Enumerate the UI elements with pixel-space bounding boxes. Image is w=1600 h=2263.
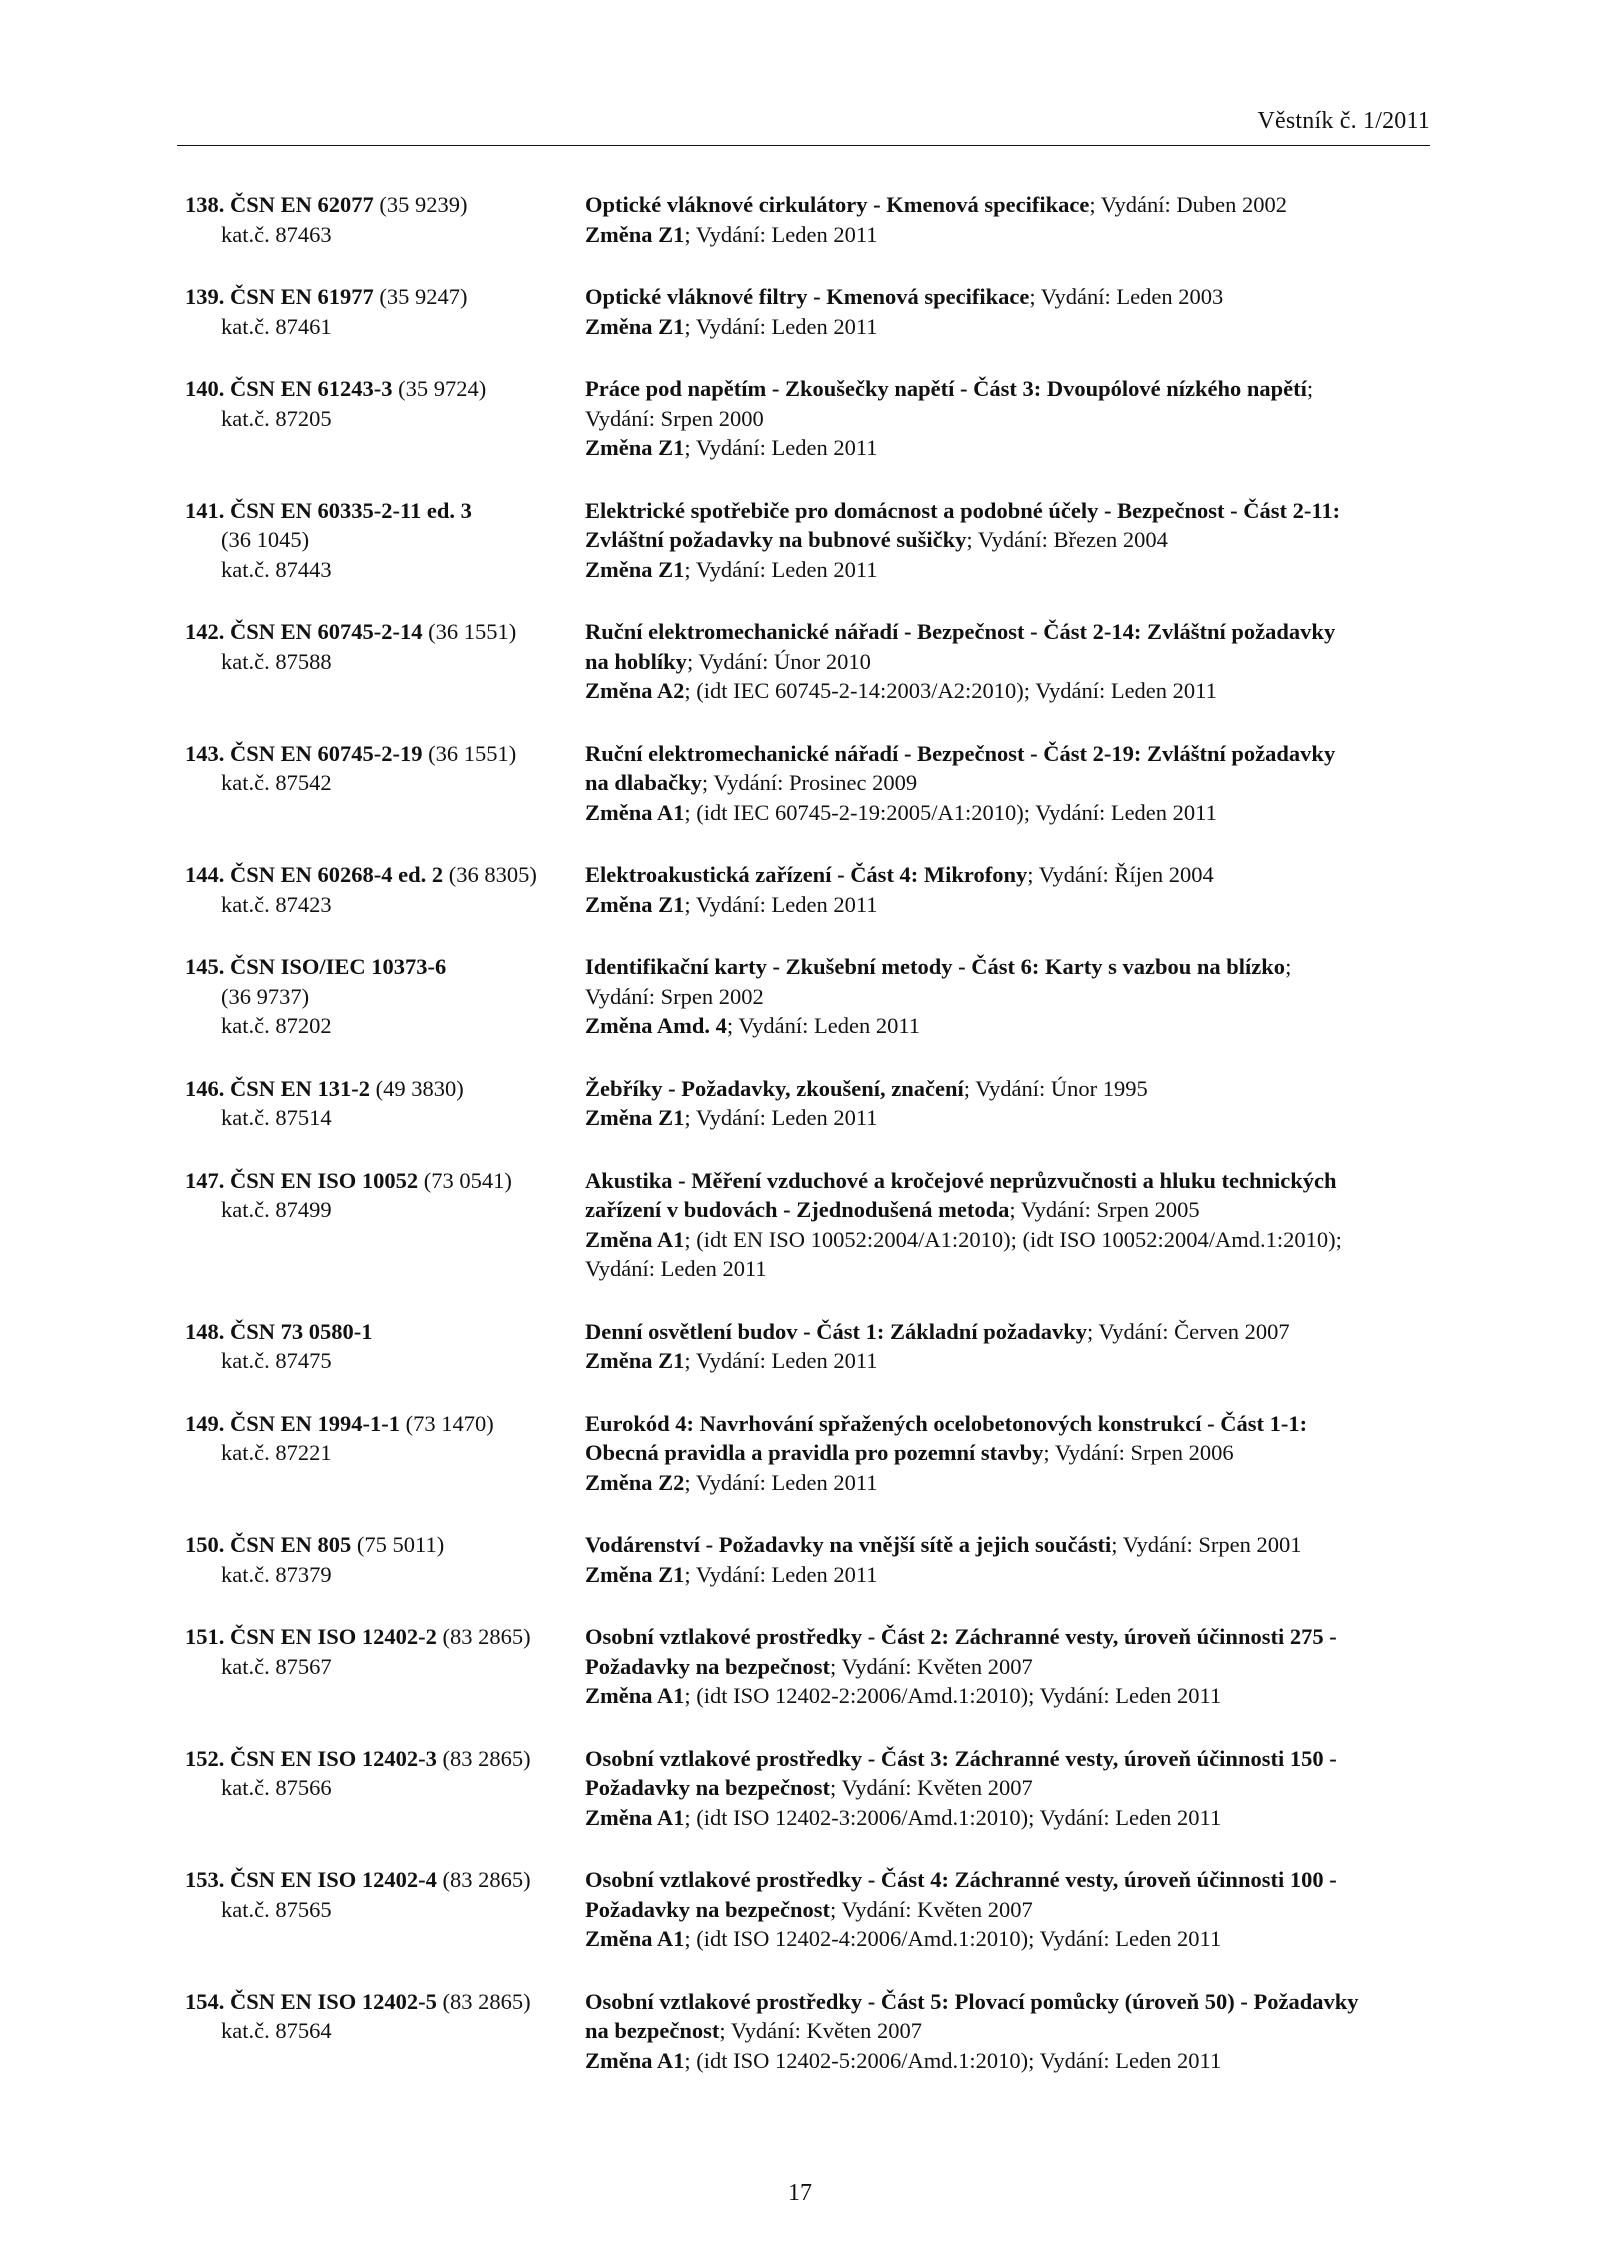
text: Vydání: Srpen 2002 [585, 983, 764, 1009]
text: kat.č. 87566 [221, 1775, 332, 1800]
text: ; Vydání: Prosinec 2009 [701, 770, 918, 795]
bold-text: 147. ČSN EN ISO 10052 [185, 1167, 419, 1193]
text: (73 1470) [400, 1410, 494, 1436]
standard-entry [185, 190, 1435, 249]
bold-text: 144. ČSN EN 60268-4 ed. 2 [185, 862, 444, 887]
standard-designation [185, 1865, 585, 1954]
bold-text: Identifikační karty - Zkušební metody - Část 6: Karty s vazbou na blízko [585, 954, 1286, 979]
page-number: 17 [788, 2180, 812, 2206]
standard-description [585, 1530, 1435, 1589]
standard-description [585, 1865, 1435, 1954]
text: (75 5011) [351, 1532, 445, 1557]
bold-text: na bezpečnost [585, 2018, 720, 2043]
text: (36 1551) [422, 619, 517, 644]
text-line [585, 1681, 1435, 1711]
text-line [185, 282, 585, 312]
text: ; Vydání: Únor 2010 [686, 648, 871, 674]
bold-text: Změna Amd. 4 [585, 1013, 727, 1038]
text-line [585, 1652, 1435, 1682]
bold-text: Akustika - Měření vzduchové a kročejové neprůzvučnosti a hluku technických [585, 1167, 1337, 1193]
text-line [585, 768, 1435, 798]
text-line [585, 1225, 1435, 1255]
standard-description [585, 1622, 1435, 1711]
text: kat.č. 87564 [221, 2018, 332, 2043]
text-line [185, 739, 585, 769]
text-line [585, 1622, 1435, 1652]
text: ; Vydání: Leden 2011 [684, 1469, 878, 1495]
bold-text: Změna Z1 [585, 313, 685, 339]
standard-designation [185, 1317, 585, 1376]
bold-text: 154. ČSN EN ISO 12402-5 [185, 1988, 437, 2014]
text: ; [1306, 376, 1314, 401]
standard-entry [185, 1317, 1435, 1376]
text: Vydání: Srpen 2000 [585, 405, 764, 431]
text: kat.č. 87221 [221, 1440, 332, 1465]
text-line [185, 1865, 585, 1895]
text: (83 2865) [436, 1745, 531, 1771]
bold-text: na hoblíky [585, 648, 687, 674]
text-line [185, 190, 585, 220]
text: kat.č. 87461 [221, 313, 332, 339]
standard-entry [185, 1166, 1435, 1284]
standard-entry [185, 1409, 1435, 1498]
text: ; Vydání: Květen 2007 [830, 1896, 1033, 1922]
bold-text: 143. ČSN EN 60745-2-19 [185, 740, 423, 766]
text-line [185, 1195, 585, 1225]
text-line [585, 1103, 1435, 1133]
text-line [585, 1409, 1435, 1439]
standard-description [585, 1987, 1435, 2076]
standard-designation [185, 496, 585, 585]
bold-text: 140. ČSN EN 61243-3 [185, 376, 393, 401]
text-line [585, 555, 1435, 585]
text: kat.č. 87499 [221, 1197, 332, 1222]
standard-description [585, 952, 1435, 1041]
bold-text: 153. ČSN EN ISO 12402-4 [185, 1867, 437, 1892]
standard-description [585, 1744, 1435, 1833]
standard-entry [185, 617, 1435, 706]
standard-description [585, 282, 1435, 341]
standard-entry [185, 739, 1435, 828]
bold-text: Změna Z1 [585, 435, 685, 460]
text-line [585, 1865, 1435, 1895]
text-line [185, 374, 585, 404]
text-line [585, 647, 1435, 677]
bold-text: Změna Z1 [585, 556, 685, 582]
text: ; Vydání: Leden 2011 [684, 1105, 878, 1130]
text-line [185, 312, 585, 342]
text-line [585, 282, 1435, 312]
standard-entry [185, 1987, 1435, 2076]
bold-text: 138. ČSN EN 62077 [185, 192, 374, 217]
bold-text: Elektroakustická zařízení - Část 4: Mikrofony [585, 862, 1028, 887]
text-line [585, 1987, 1435, 2017]
text-line [185, 1744, 585, 1774]
standard-designation [185, 1409, 585, 1498]
standard-description [585, 1317, 1435, 1376]
bold-text: 146. ČSN EN 131-2 [185, 1075, 371, 1101]
bold-text: Změna A1 [585, 799, 685, 825]
standard-designation [185, 282, 585, 341]
text-line [585, 1074, 1435, 1104]
text-line [585, 1254, 1435, 1284]
bold-text: Změna A2 [585, 678, 685, 703]
standards-list [185, 190, 1435, 2108]
bold-text: Změna Z1 [585, 891, 685, 917]
standard-designation [185, 1530, 585, 1589]
text: ; Vydání: Květen 2007 [830, 1653, 1033, 1679]
text-line [585, 1195, 1435, 1225]
text: kat.č. 87379 [221, 1561, 332, 1587]
standard-description [585, 190, 1435, 249]
standard-entry [185, 860, 1435, 919]
bold-text: Požadavky na bezpečnost [585, 1653, 831, 1679]
bold-text: Změna Z1 [585, 1348, 685, 1373]
bold-text: 148. ČSN 73 0580-1 [185, 1318, 373, 1344]
text: (49 3830) [370, 1075, 464, 1101]
text: ; (idt IEC 60745-2-14:2003/A2:2010); Vydání: Leden 2011 [684, 678, 1217, 703]
standard-description [585, 1409, 1435, 1498]
text-line [185, 1773, 585, 1803]
text: kat.č. 87423 [221, 891, 332, 917]
text: kat.č. 87202 [221, 1013, 332, 1038]
standard-designation [185, 1622, 585, 1711]
text: ; Vydání: Březen 2004 [966, 527, 1168, 552]
text: kat.č. 87463 [221, 221, 332, 247]
standard-designation [185, 617, 585, 706]
text: ; Vydání: Leden 2011 [684, 221, 878, 247]
text-line [585, 2016, 1435, 2046]
bold-text: Změna A1 [585, 2047, 685, 2073]
bold-text: Ruční elektromechanické nářadí - Bezpečnost - Část 2-19: Zvláštní požadavky [585, 740, 1336, 766]
text: (83 2865) [436, 1867, 531, 1892]
standard-designation [185, 952, 585, 1041]
text: ; Vydání: Únor 1995 [963, 1075, 1148, 1101]
text-line [185, 1530, 585, 1560]
text-line [585, 1011, 1435, 1041]
text-line [585, 374, 1435, 404]
bold-text: 150. ČSN EN 805 [185, 1532, 352, 1557]
bold-text: 139. ČSN EN 61977 [185, 284, 374, 309]
text-line [585, 404, 1435, 434]
text-line [585, 220, 1435, 250]
text-line [185, 1438, 585, 1468]
standard-entry [185, 1744, 1435, 1833]
text: ; Vydání: Leden 2011 [684, 891, 878, 917]
standard-description [585, 496, 1435, 585]
text: ; Vydání: Leden 2003 [1029, 284, 1224, 309]
text-line [585, 1317, 1435, 1347]
bold-text: Denní osvětlení budov - Část 1: Základní požadavky [585, 1318, 1087, 1344]
text-line [585, 1744, 1435, 1774]
standard-designation [185, 739, 585, 828]
bold-text: Změna A1 [585, 1683, 685, 1708]
text-line [585, 1166, 1435, 1196]
standard-designation [185, 1166, 585, 1284]
bold-text: Vodárenství - Požadavky na vnější sítě a jejich součásti [585, 1532, 1112, 1557]
bold-text: 145. ČSN ISO/IEC 10373-6 [185, 954, 447, 979]
text-line [585, 982, 1435, 1012]
text: (73 0541) [418, 1167, 512, 1193]
text-line [585, 190, 1435, 220]
text: (36 1045) [221, 527, 310, 552]
bold-text: zařízení v budovách - Zjednodušená metoda [585, 1197, 1010, 1222]
text-line [185, 1987, 585, 2017]
text-line [185, 860, 585, 890]
text-line [185, 1409, 585, 1439]
bold-text: Změna A1 [585, 1804, 685, 1830]
text: kat.č. 87443 [221, 556, 332, 582]
text-line [585, 433, 1435, 463]
text-line [585, 496, 1435, 526]
text-line [185, 890, 585, 920]
standard-entry [185, 1865, 1435, 1954]
text-line [585, 312, 1435, 342]
standard-description [585, 374, 1435, 463]
text: ; (idt ISO 12402-2:2006/Amd.1:2010); Vydání: Leden 2011 [684, 1683, 1222, 1708]
text-line [585, 1773, 1435, 1803]
standard-designation [185, 190, 585, 249]
text-line [185, 1895, 585, 1925]
text-line [585, 1346, 1435, 1376]
text-line [585, 860, 1435, 890]
standard-description [585, 860, 1435, 919]
text-line [585, 1468, 1435, 1498]
text-line [585, 525, 1435, 555]
text: (36 8305) [443, 862, 537, 887]
standard-entry [185, 374, 1435, 463]
text: (35 9239) [373, 192, 468, 217]
text: kat.č. 87567 [221, 1653, 332, 1679]
standard-entry [185, 1530, 1435, 1589]
text: Vydání: Leden 2011 [585, 1256, 767, 1281]
text-line [185, 1317, 585, 1347]
text: ; (idt ISO 12402-3:2006/Amd.1:2010); Vydání: Leden 2011 [684, 1804, 1222, 1830]
text-line [185, 1103, 585, 1133]
text-line [585, 798, 1435, 828]
text: ; Vydání: Leden 2011 [684, 435, 878, 460]
standard-description [585, 617, 1435, 706]
standard-entry [185, 282, 1435, 341]
text: (36 1551) [422, 740, 517, 766]
bold-text: Žebříky - Požadavky, zkoušení, značení [585, 1075, 964, 1101]
bold-text: Ruční elektromechanické nářadí - Bezpečnost - Část 2-14: Zvláštní požadavky [585, 619, 1336, 644]
standard-entry [185, 952, 1435, 1041]
bold-text: Obecná pravidla a pravidla pro pozemní stavby [585, 1440, 1044, 1465]
text-line [585, 1560, 1435, 1590]
standard-description [585, 1166, 1435, 1284]
bold-text: Požadavky na bezpečnost [585, 1896, 831, 1922]
text: ; Vydání: Červen 2007 [1086, 1318, 1290, 1344]
text-line [185, 496, 585, 526]
bold-text: Změna Z2 [585, 1469, 685, 1495]
text: ; Vydání: Leden 2011 [684, 1561, 878, 1587]
standard-designation [185, 1744, 585, 1833]
bold-text: Osobní vztlakové prostředky - Část 5: Plovací pomůcky (úroveň 50) - Požadavky [585, 1988, 1359, 2014]
text-line [585, 952, 1435, 982]
text: (83 2865) [436, 1624, 531, 1649]
text: kat.č. 87205 [221, 405, 332, 431]
bold-text: Práce pod napětím - Zkoušečky napětí - Část 3: Dvoupólové nízkého napětí [585, 376, 1307, 401]
text: (83 2865) [436, 1988, 531, 2014]
text: ; Vydání: Srpen 2005 [1009, 1197, 1200, 1222]
text-line [585, 739, 1435, 769]
journal-title: Věstník č. 1/2011 [1257, 108, 1430, 134]
standard-entry [185, 496, 1435, 585]
bold-text: Požadavky na bezpečnost [585, 1775, 831, 1800]
text-line [185, 525, 585, 555]
standard-designation [185, 860, 585, 919]
standard-designation [185, 1074, 585, 1133]
text: (36 9737) [221, 983, 310, 1009]
text: ; Vydání: Leden 2011 [684, 313, 878, 339]
bold-text: Osobní vztlakové prostředky - Část 3: Záchranné vesty, úroveň účinnosti 150 - [585, 1745, 1337, 1771]
text-line [185, 1166, 585, 1196]
text-line [185, 1652, 585, 1682]
bold-text: Změna A1 [585, 1226, 685, 1252]
bold-text: na dlabačky [585, 770, 702, 795]
text-line [185, 1074, 585, 1104]
bold-text: Zvláštní požadavky na bubnové sušičky [585, 527, 967, 552]
bold-text: 141. ČSN EN 60335-2-11 ed. 3 [185, 497, 472, 523]
text-line [185, 952, 585, 982]
text: kat.č. 87514 [221, 1105, 332, 1130]
bold-text: 142. ČSN EN 60745-2-14 [185, 619, 423, 644]
text: ; (idt IEC 60745-2-19:2005/A1:2010); Vydání: Leden 2011 [684, 799, 1217, 825]
bold-text: Osobní vztlakové prostředky - Část 2: Záchranné vesty, úroveň účinnosti 275 - [585, 1624, 1337, 1649]
text: ; Vydání: Leden 2011 [726, 1013, 920, 1038]
standard-description [585, 1074, 1435, 1133]
text-line [185, 1560, 585, 1590]
text-line [585, 1924, 1435, 1954]
text-line [185, 768, 585, 798]
bold-text: Optické vláknové cirkulátory - Kmenová specifikace [585, 192, 1090, 217]
text: ; Vydání: Leden 2011 [684, 1348, 878, 1373]
text: (35 9724) [392, 376, 487, 401]
text-line [585, 2046, 1435, 2076]
standard-designation [185, 374, 585, 463]
text-line [585, 676, 1435, 706]
text: kat.č. 87588 [221, 648, 332, 674]
bold-text: Osobní vztlakové prostředky - Část 4: Záchranné vesty, úroveň účinnosti 100 - [585, 1867, 1337, 1892]
text-line [585, 1895, 1435, 1925]
text-line [185, 617, 585, 647]
text: kat.č. 87565 [221, 1896, 332, 1922]
text: ; Vydání: Srpen 2001 [1111, 1532, 1302, 1557]
text-line [585, 1530, 1435, 1560]
bold-text: Eurokód 4: Navrhování spřažených ocelobetonových konstrukcí - Část 1-1: [585, 1410, 1308, 1436]
standard-description [585, 739, 1435, 828]
text-line [185, 220, 585, 250]
text-line [185, 2016, 585, 2046]
bold-text: 151. ČSN EN ISO 12402-2 [185, 1624, 437, 1649]
text: ; (idt ISO 12402-5:2006/Amd.1:2010); Vydání: Leden 2011 [684, 2047, 1222, 2073]
text-line [185, 982, 585, 1012]
text-line [185, 1346, 585, 1376]
text: kat.č. 87542 [221, 770, 332, 795]
bold-text: Změna Z1 [585, 1105, 685, 1130]
text-line [585, 617, 1435, 647]
text-line [585, 890, 1435, 920]
text: ; [1285, 954, 1292, 979]
bold-text: Změna Z1 [585, 1561, 685, 1587]
bold-text: Změna A1 [585, 1926, 685, 1951]
text: ; (idt EN ISO 10052:2004/A1:2010); (idt ISO 10052:2004/Amd.1:2010); [684, 1226, 1342, 1252]
text: ; (idt ISO 12402-4:2006/Amd.1:2010); Vydání: Leden 2011 [684, 1926, 1222, 1951]
text-line [585, 1803, 1435, 1833]
bold-text: Změna Z1 [585, 221, 685, 247]
text-line [185, 555, 585, 585]
text-line [185, 1622, 585, 1652]
text-line [185, 1011, 585, 1041]
bold-text: Elektrické spotřebiče pro domácnost a podobné účely - Bezpečnost - Část 2-11: [585, 497, 1341, 523]
text: ; Vydání: Srpen 2006 [1043, 1440, 1234, 1465]
header-divider [177, 145, 1430, 146]
text: kat.č. 87475 [221, 1348, 332, 1373]
text: ; Vydání: Leden 2011 [684, 556, 878, 582]
text: ; Vydání: Duben 2002 [1089, 192, 1288, 217]
text: ; Vydání: Říjen 2004 [1027, 862, 1214, 887]
text-line [185, 647, 585, 677]
text: ; Vydání: Květen 2007 [719, 2018, 923, 2043]
bold-text: 149. ČSN EN 1994-1-1 [185, 1410, 401, 1436]
text: ; Vydání: Květen 2007 [830, 1775, 1033, 1800]
bold-text: 152. ČSN EN ISO 12402-3 [185, 1745, 437, 1771]
standard-entry [185, 1622, 1435, 1711]
text-line [585, 1438, 1435, 1468]
text-line [185, 404, 585, 434]
standard-designation [185, 1987, 585, 2076]
standard-entry [185, 1074, 1435, 1133]
text: (35 9247) [373, 284, 468, 309]
bold-text: Optické vláknové filtry - Kmenová specifikace [585, 284, 1030, 309]
